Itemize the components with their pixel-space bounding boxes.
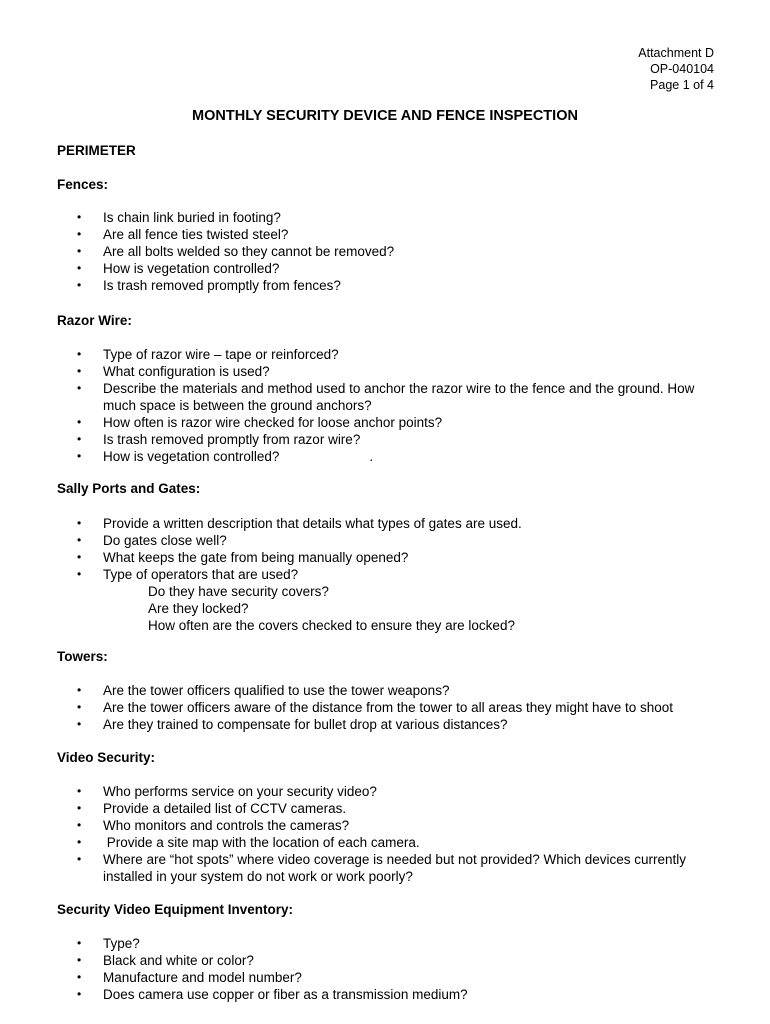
bullet-icon: •: [77, 364, 82, 378]
list-item: • Is trash removed promptly from fences?: [77, 278, 341, 293]
list-item: • Describe the materials and method used to anchor the razor wire to the fence and the ground. How much space is between the ground anchors?: [77, 381, 695, 413]
list-item: • Where are “hot spots” where video coverage is needed but not provided? Which devices currently installed in your system do not work or work poorly?: [77, 852, 687, 884]
list-item: • Type of operators that are used?: [77, 567, 299, 582]
fences-list: [0, 209, 770, 294]
list-item: • Who monitors and controls the cameras?: [77, 818, 350, 833]
bullet-icon: •: [77, 432, 82, 446]
bullet-icon: •: [77, 987, 82, 1001]
equipment-inventory-list: [0, 935, 770, 1003]
heading-towers: Towers:: [57, 649, 108, 664]
bullet-icon: •: [77, 210, 82, 224]
bullet-icon: •: [77, 936, 82, 950]
bullet-icon: •: [77, 244, 82, 258]
document-code: OP-040104: [650, 62, 714, 76]
list-item: • Provide a written description that details what types of gates are used.: [77, 516, 522, 531]
heading-equipment-inventory: Security Video Equipment Inventory:: [57, 902, 294, 917]
attachment-label: Attachment D: [638, 46, 714, 60]
list-item: • What configuration is used?: [77, 364, 270, 379]
heading-razor-wire: Razor Wire:: [57, 313, 132, 328]
bullet-icon: •: [77, 784, 82, 798]
bullet-icon: •: [77, 550, 82, 564]
bullet-icon: •: [77, 516, 82, 530]
list-item: • Black and white or color?: [77, 953, 254, 968]
list-item: • Is trash removed promptly from razor wire?: [77, 432, 361, 447]
bullet-icon: •: [77, 683, 82, 697]
heading-fences: Fences:: [57, 177, 109, 192]
bullet-icon: •: [77, 818, 82, 832]
bullet-icon: •: [77, 970, 82, 984]
bullet-icon: •: [77, 415, 82, 429]
bullet-icon: •: [77, 801, 82, 815]
sally-ports-list: [0, 515, 770, 634]
bullet-icon: •: [77, 278, 82, 292]
list-item: • How is vegetation controlled?: [77, 261, 280, 276]
list-item: • Are all fence ties twisted steel?: [77, 227, 289, 242]
heading-sally-ports: Sally Ports and Gates:: [57, 481, 201, 496]
bullet-icon: •: [77, 567, 82, 581]
bullet-icon: •: [77, 533, 82, 547]
list-item: • Manufacture and model number?: [77, 970, 302, 985]
sub-list-item: Do they have security covers?: [148, 584, 329, 599]
list-item: • Do gates close well?: [77, 533, 227, 548]
bullet-icon: •: [77, 835, 82, 849]
section-heading-perimeter: PERIMETER: [57, 143, 136, 158]
list-item: • Does camera use copper or fiber as a transmission medium?: [77, 987, 468, 1002]
list-item: • Who performs service on your security video?: [77, 784, 377, 799]
towers-list: [0, 682, 770, 733]
bullet-icon: •: [77, 700, 82, 714]
list-item: • Type?: [77, 936, 140, 951]
bullet-icon: •: [77, 717, 82, 731]
page-number: Page 1 of 4: [650, 78, 714, 92]
document-title: MONTHLY SECURITY DEVICE AND FENCE INSPECTION: [192, 108, 578, 124]
list-item: • What keeps the gate from being manually opened?: [77, 550, 409, 565]
list-item: • Are the tower officers aware of the distance from the tower to all areas they might have to shoot: [77, 700, 674, 715]
list-item: • Are they trained to compensate for bullet drop at various distances?: [77, 717, 508, 732]
bullet-icon: •: [77, 953, 82, 967]
list-item: • Provide a detailed list of CCTV cameras.: [77, 801, 347, 816]
bullet-icon: •: [77, 449, 82, 463]
bullet-icon: •: [77, 852, 82, 866]
bullet-icon: •: [77, 381, 82, 395]
sub-list-item: How often are the covers checked to ensure they are locked?: [148, 618, 515, 633]
bullet-icon: •: [77, 261, 82, 275]
bullet-icon: •: [77, 227, 82, 241]
list-item: • Are the tower officers qualified to use the tower weapons?: [77, 683, 450, 698]
bullet-icon: •: [77, 347, 82, 361]
list-item: • Provide a site map with the location of each camera.: [77, 835, 420, 850]
list-item: • How often is razor wire checked for loose anchor points?: [77, 415, 443, 430]
sub-list-item: Are they locked?: [148, 601, 249, 616]
list-item: • Is chain link buried in footing?: [77, 210, 281, 225]
video-security-list: [0, 783, 770, 885]
razor-wire-list: [0, 346, 770, 465]
list-item: • Are all bolts welded so they cannot be removed?: [77, 244, 395, 259]
heading-video-security: Video Security:: [57, 750, 156, 765]
trailing-mark: .: [369, 449, 374, 464]
list-item: • Type of razor wire – tape or reinforced?: [77, 347, 339, 362]
document-header: [638, 45, 714, 93]
list-item: • How is vegetation controlled? .: [77, 449, 374, 464]
